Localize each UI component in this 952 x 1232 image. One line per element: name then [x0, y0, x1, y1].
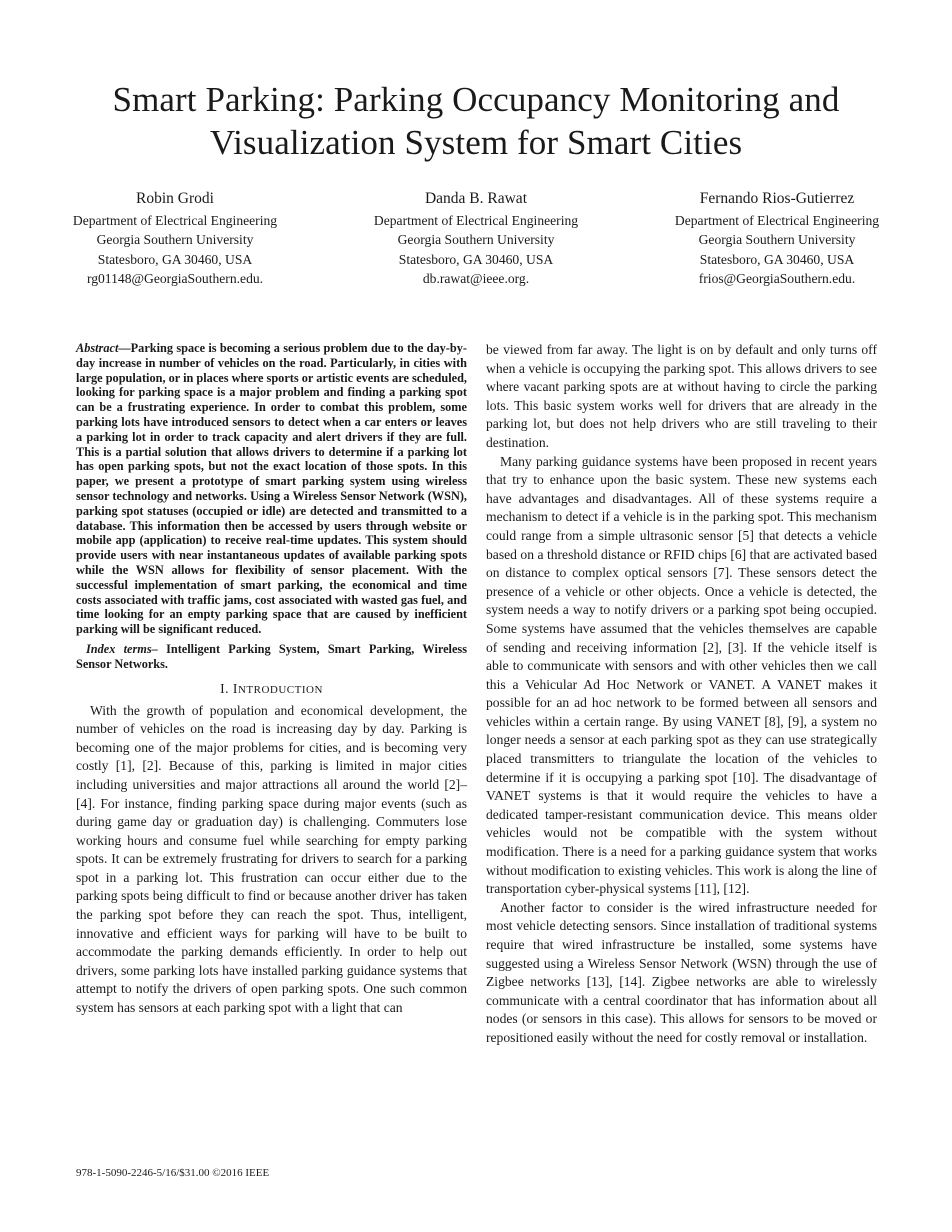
author-university: Georgia Southern University — [96, 232, 254, 248]
author-address: Statesboro, GA 30460, USA — [97, 251, 253, 267]
author-university: Georgia Southern University — [397, 232, 555, 248]
abstract-text: —Parking space is becoming a serious problem due to the day-by-day increase in number of vehicles on the road. Particularly, in cities with large population, or in places where sports or artistic events are scheduled, looking for parking space is a major problem and finding a parking spot can be a frustrating experience. In order to combat this problem, some parking lots have introduced sensors to detect when a car enters or leaves a parking lot in order to track capacity and alert drivers if they are full. This is a partial solution that allows drivers to determine if a parking lot has open parking spots, but not the exact location of those spots. In this paper, we present a prototype of smart parking system using wireless sensor technology and networks. Using a Wireless Sensor Network (WSN), parking spot statuses (occupied or idle) are detected and transmitted to a database. This information then be accessed by users through website or mobile app (application) to receive real-time updates. This system should provide users with near instantaneous updates of available parking spots while the WSN allows for flexibility of sensor placement. With the successful implementation of smart parking, the economical and time costs associated with traffic jams, cost associated with wasted gas fuel, and time looking for an empty parking space that are caused by inefficient parking will be significant reduced. — [76, 341, 467, 637]
body-paragraph: With the growth of population and economical development, the number of vehicles on the road is increasing day by day. Parking is becoming one of the major problems for cities, and is becoming very costly [1], [2]. Because of this, parking is limited in major cities including universities and major attractions all around the world [2]–[4]. For instance, finding parking space during major events (such as during game day or graduation day) is challenging. Commuters lose working hours and consume fuel while searching for empty parking spots. It can be extremely frustrating for drivers to search for a parking spot in a parking lot. This frustration can occur either due to the parking spots being difficult to find or because another driver has taken the parking spot before they can reach the spot. Thus, intelligent, innovative and efficient ways for parking will have to be built to accommodate the parking demands efficiently. In order to help out drivers, some parking lots have installed parking guidance systems that attempt to notify the drivers of open parking spots. One such common system has sensors at each parking spot with a light that can — [76, 702, 467, 1016]
index-terms-label: Index terms– — [86, 641, 158, 656]
author-department: Department of Electrical Engineering — [72, 213, 278, 228]
author-name: Robin Grodi — [136, 190, 214, 207]
author-email: frios@GeorgiaSouthern.edu. — [698, 271, 856, 287]
right-column — [486, 341, 877, 1048]
index-terms-text: Intelligent Parking System, Smart Parking, Wireless Sensor Networks. — [76, 641, 467, 671]
left-column — [76, 341, 467, 1018]
body-paragraph: be viewed from far away. The light is on by default and only turns off when a vehicle is occupying the parking spot. This allows drivers to see where vacant parking spots are at without having to circle the parking lots. This basic system works well for drivers that are already in the parking lot, but does not help drivers who are still traveling to their destination. — [486, 342, 877, 450]
title-line-1: Smart Parking: Parking Occupancy Monitoring and — [112, 80, 840, 119]
section-heading-introduction — [76, 680, 467, 699]
section-numeral: I. — [220, 680, 233, 696]
section-first-letter: I — [232, 680, 238, 696]
author-name: Fernando Rios-Gutierrez — [699, 190, 855, 207]
index-terms — [76, 642, 467, 672]
author-1 — [40, 188, 310, 289]
abstract — [76, 341, 467, 637]
body-paragraph: Many parking guidance systems have been proposed in recent years that try to enhance upon the basic system. These new systems each have advantages and disadvantages. All of these systems require a mechanism to detect if a vehicle is in the parking spot. This mechanism could range from a simple ultrasonic sensor [5] that detects a vehicle based on a threshold distance or RFID chips [6] that are activated based on distance to complex optical sensors [7]. These sensors detect the presence of a vehicle or other objects. Once a vehicle is detected, the system needs a way to notify drivers or a parking spot being occupied. Some systems have assumed that the vehicles themselves are capable of sending and receiving information [2], [3]. If the vehicle itself is able to communicate with sensors and with other vehicles then we call this a Vehicular Ad Hoc Network or VANET. A VANET makes it possible for an ad hoc network to be formed between all sensors and vehicles within a certain range. By using VANET [8], [9], a system no longer needs a sensor at each parking spot as they can use strategically placed transmitters to triangulate the location of the vehicles to determine if it is occupying a parking spot [10]. The disadvantage of VANET systems is that it would require the vehicles to have a dedicated tamper-resistant communication device. This means older vehicles would not be compatible with the system without modification. There is a need for a parking guidance system that works without modification to existing vehicles. This work is along the line of transportation cyber-physical systems [11], [12]. — [486, 453, 877, 897]
body-paragraph: Another factor to consider is the wired infrastructure needed for most vehicle detecting sensors. Since installation of traditional systems require that wired infrastructure be installed, some systems have suggested using a Wireless Sensor Network (WSN) through the use of Zigbee networks [13], [14]. Zigbee networks are able to wirelessly communicate with a central coordinator that has information about all nodes (or sensors in this case). This allows for sensors to be moved or repositioned easily without the need for costly removal or installation. — [486, 899, 877, 1045]
copyright-footer: 978-1-5090-2246-5/16/$31.00 ©2016 IEEE — [76, 1167, 270, 1179]
title-line-2: Visualization System for Smart Cities — [209, 123, 743, 162]
author-address: Statesboro, GA 30460, USA — [699, 251, 855, 267]
author-department: Department of Electrical Engineering — [373, 213, 579, 228]
author-name: Danda B. Rawat — [424, 190, 527, 207]
paper-title — [40, 78, 912, 164]
author-address: Statesboro, GA 30460, USA — [398, 251, 554, 267]
author-university: Georgia Southern University — [698, 232, 856, 248]
abstract-label: Abstract — [76, 341, 119, 355]
section-title-rest: NTRODUCTION — [237, 683, 323, 696]
author-department: Department of Electrical Engineering — [674, 213, 880, 228]
author-3 — [642, 188, 912, 289]
author-email: db.rawat@ieee.org. — [422, 271, 530, 287]
author-email: rg01148@GeorgiaSouthern.edu. — [86, 271, 264, 287]
author-2 — [341, 188, 611, 289]
